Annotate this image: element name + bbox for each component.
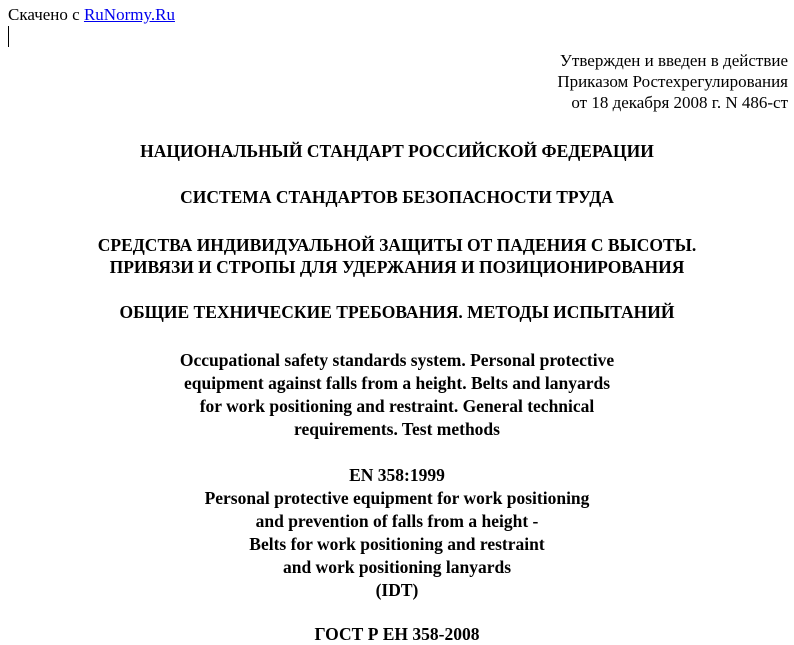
- approval-line: от 18 декабря 2008 г. N 486-ст: [571, 93, 788, 112]
- en-code: EN 358:1999: [349, 465, 445, 485]
- en-title-line: and work positioning lanyards: [282, 557, 512, 577]
- english-title: [0, 349, 794, 441]
- en-title-line: (IDT): [375, 580, 419, 600]
- en-title-line: Belts for work positioning and restraint: [249, 534, 545, 554]
- gost-designation: ГОСТ Р ЕН 358-2008: [314, 624, 480, 644]
- approval-line: Утвержден и введен в действие: [559, 51, 788, 70]
- en-title-line: Personal protective equipment for work positioning: [204, 488, 590, 508]
- system-heading: СИСТЕМА СТАНДАРТОВ БЕЗОПАСНОСТИ ТРУДА: [180, 187, 614, 207]
- source-line: [8, 5, 175, 25]
- source-prefix: Скачено с: [8, 5, 84, 24]
- standard-title-line: ПРИВЯЗИ И СТРОПЫ ДЛЯ УДЕРЖАНИЯ И ПОЗИЦИОНИРОВАНИЯ: [109, 257, 685, 277]
- english-title-line: for work positioning and restraint. General technical: [199, 396, 595, 416]
- source-link[interactable]: RuNormy.Ru: [83, 5, 175, 24]
- standard-subtitle: ОБЩИЕ ТЕХНИЧЕСКИЕ ТРЕБОВАНИЯ. МЕТОДЫ ИСПЫТАНИЙ: [119, 302, 675, 322]
- approval-note: [557, 50, 788, 113]
- english-title-line: Occupational safety standards system. Personal protective: [179, 350, 615, 370]
- en-standard-reference: [0, 464, 794, 602]
- approval-line: Приказом Ростехрегулирования: [557, 72, 788, 91]
- standard-title: [0, 234, 794, 278]
- text-caret: [8, 26, 9, 47]
- standard-title-line: СРЕДСТВА ИНДИВИДУАЛЬНОЙ ЗАЩИТЫ ОТ ПАДЕНИЯ С ВЫСОТЫ.: [97, 235, 697, 255]
- english-title-line: requirements. Test methods: [294, 419, 500, 439]
- english-title-line: equipment against falls from a height. Belts and lanyards: [183, 373, 611, 393]
- en-title-line: and prevention of falls from a height -: [255, 511, 539, 531]
- national-standard-heading: НАЦИОНАЛЬНЫЙ СТАНДАРТ РОССИЙСКОЙ ФЕДЕРАЦИИ: [140, 141, 654, 161]
